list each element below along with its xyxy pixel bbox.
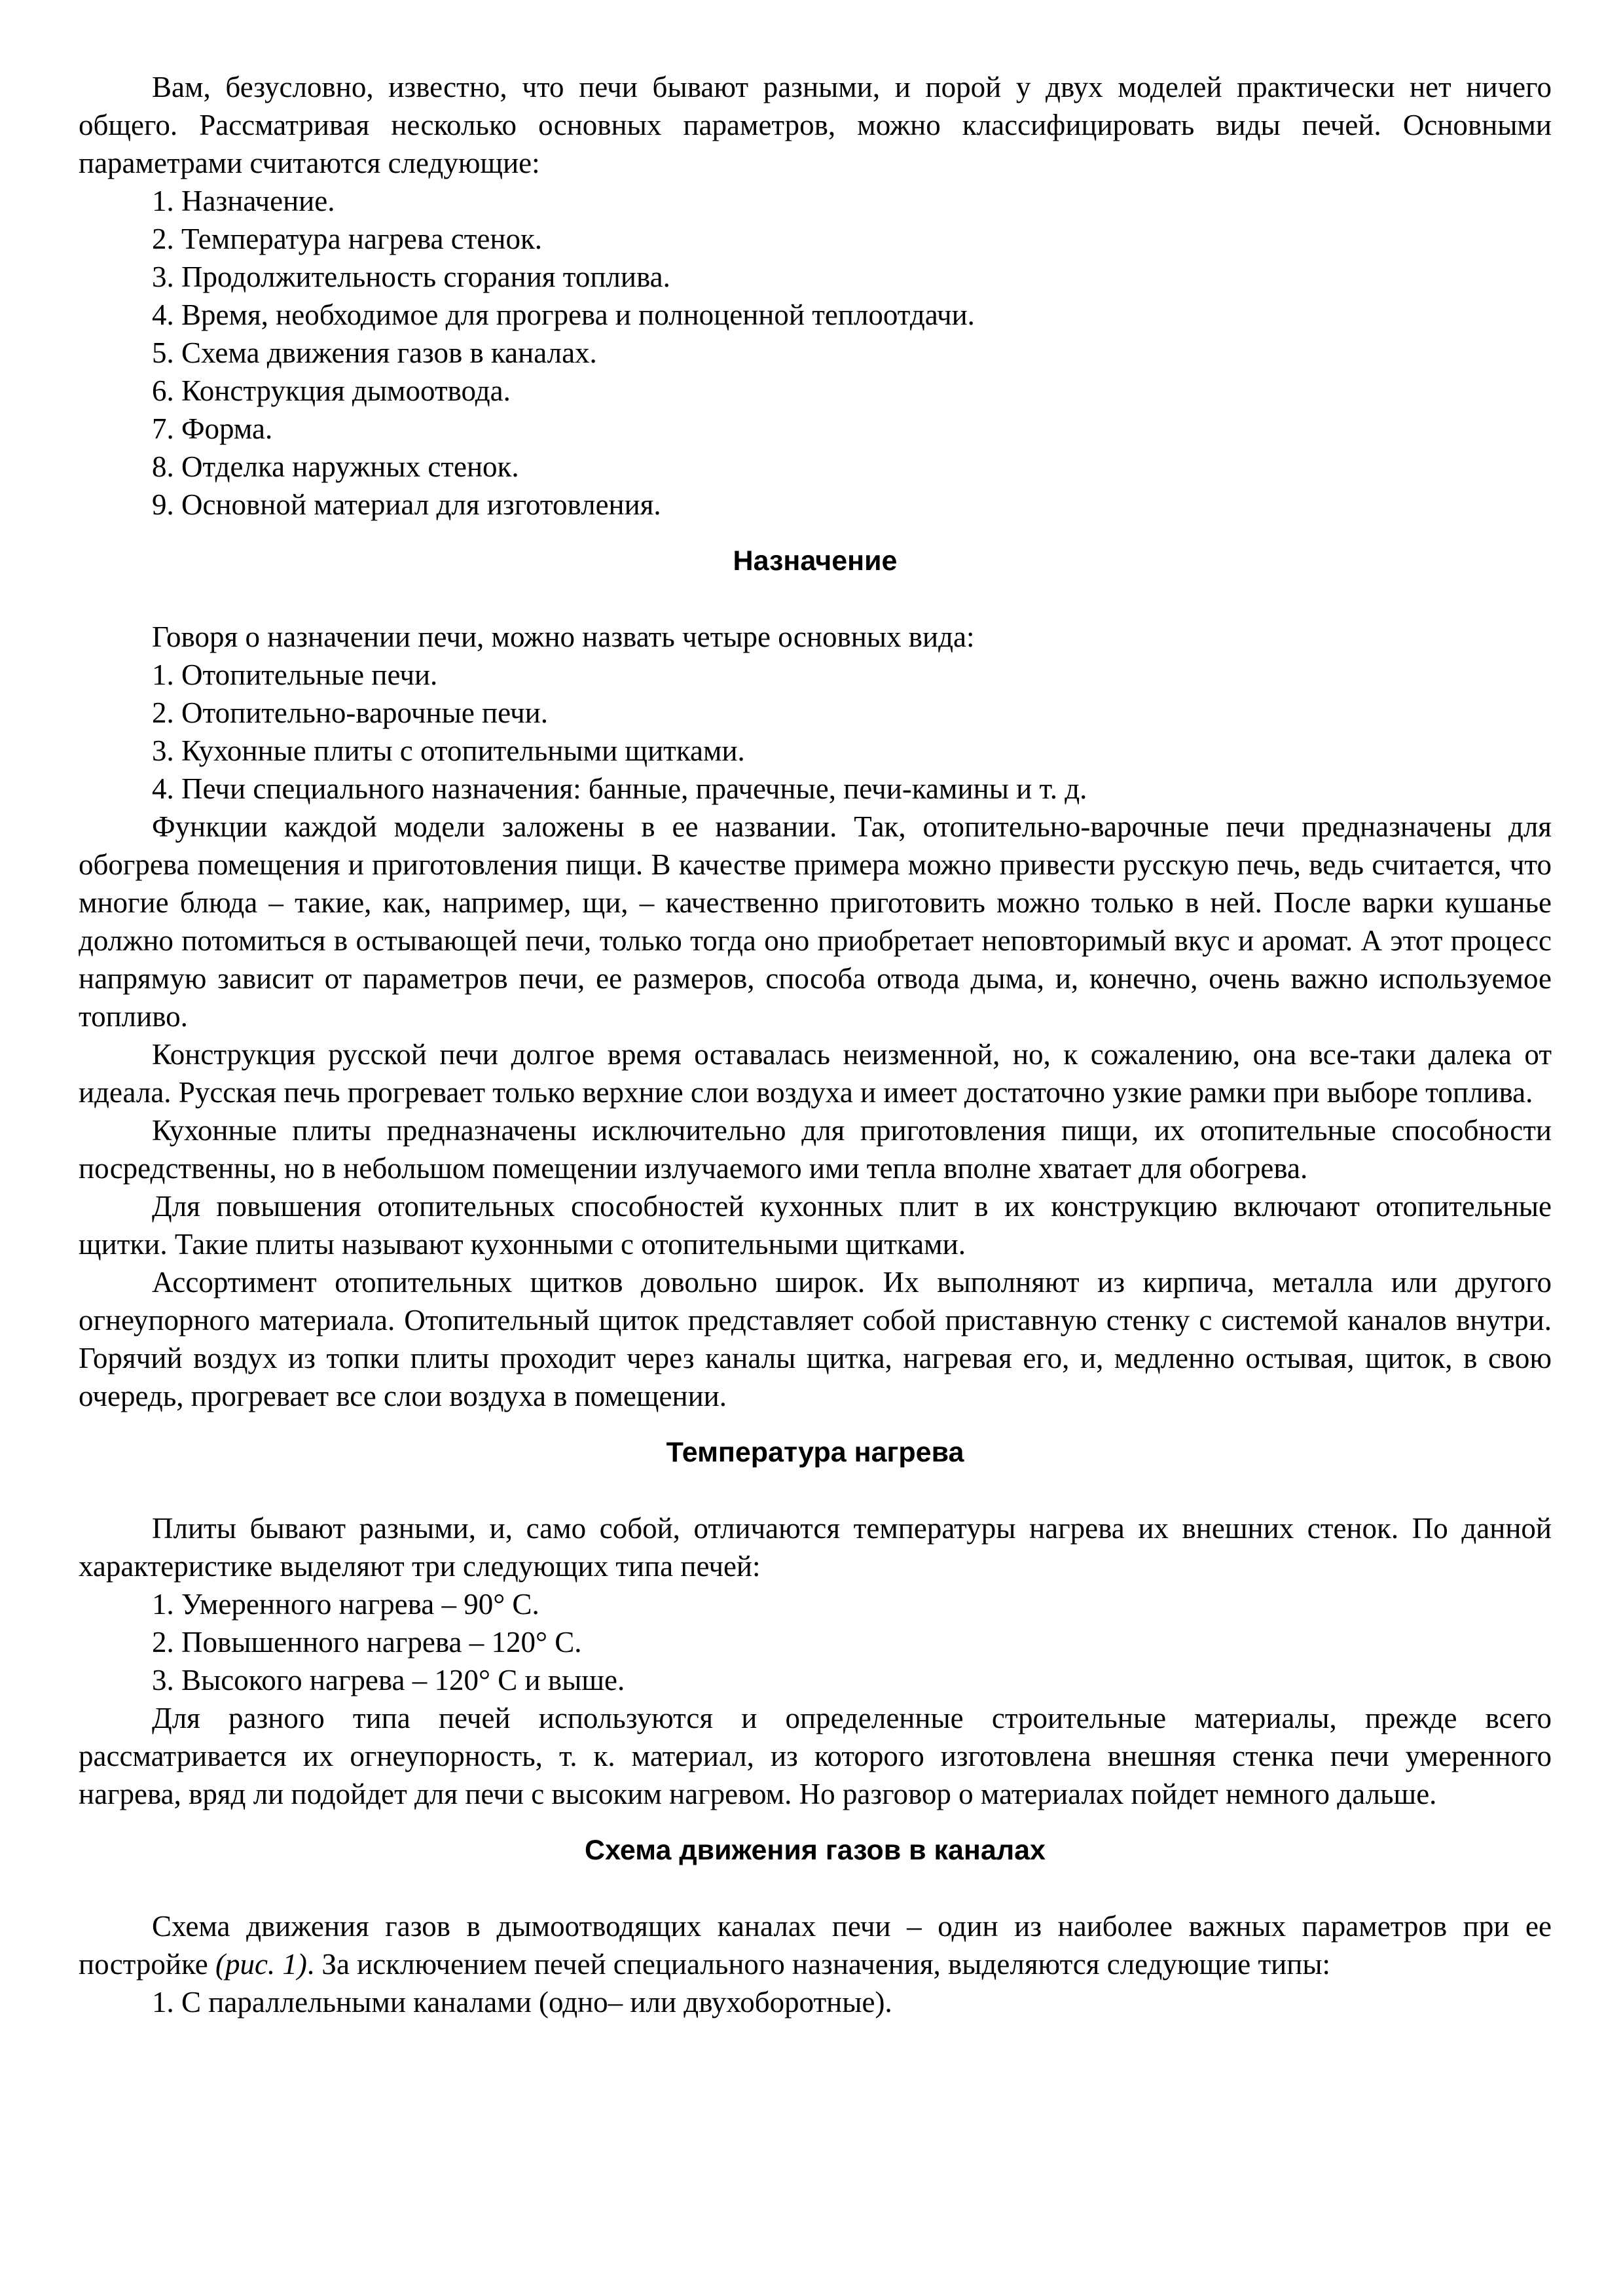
section3-list-item: 1. С параллельными каналами (одно– или двухоборотные). <box>152 1986 892 2018</box>
figure-reference: (рис. 1) <box>215 1948 307 1981</box>
intro-paragraph: Вам, безусловно, известно, что печи бывают разными, и порой у двух моделей практически нет ничего общего. Рассматривая несколько основных параметров, можно классифицировать виды печей. Основными параметрами считаются следующие: <box>79 71 1552 179</box>
section1-paragraph: Конструкция русской печи долгое время оставалась неизменной, но, к сожалению, она все-таки далека от идеала. Русская печь прогревает только верхние слои воздуха и имеет достаточно узкие рамки при выборе топлива. <box>79 1038 1552 1109</box>
section2-list-item: 1. Умеренного нагрева – 90° С. <box>152 1588 539 1621</box>
section3-lead-text-end: . За исключением печей специального назначения, выделяются следующие типы: <box>306 1948 1331 1981</box>
intro-list-item: 8. Отделка наружных стенок. <box>152 450 519 483</box>
section-heading-gas-flow: Схема движения газов в каналах <box>585 1835 1046 1866</box>
section1-list-item: 1. Отопительные печи. <box>152 658 438 691</box>
section1-paragraph: Кухонные плиты предназначены исключительно для приготовления пищи, их отопительные способности посредственны, но в небольшом помещении излучаемого ими тепла вполне хватает для обогрева. <box>79 1114 1552 1185</box>
section1-paragraph: Для повышения отопительных способностей кухонных плит в их конструкцию включают отопительные щитки. Такие плиты называют кухонными с отопительными щитками. <box>79 1190 1552 1261</box>
intro-list-item: 4. Время, необходимое для прогрева и полноценной теплоотдачи. <box>152 298 975 331</box>
intro-list-item: 6. Конструкция дымоотвода. <box>152 374 511 407</box>
section2-list-item: 2. Повышенного нагрева – 120° С. <box>152 1626 582 1659</box>
section3-lead <box>79 1907 1552 1983</box>
section1-paragraph: Ассортимент отопительных щитков довольно широк. Их выполняют из кирпича, металла или другого огнеупорного материала. Отопительный щиток представляет собой приставную стенку с системой каналов внутри. Горячий воздух из топки плиты проходит через каналы щитка, нагревая его, и, медленно остывая, щиток, в свою очередь, прогревает все слои воздуха в помещении. <box>79 1266 1552 1412</box>
intro-list-item: 3. Продолжительность сгорания топлива. <box>152 260 670 293</box>
section-heading-temperature: Температура нагрева <box>666 1437 964 1468</box>
section1-list-item: 4. Печи специального назначения: банные, прачечные, печи-камины и т. д. <box>152 772 1087 805</box>
intro-list-item: 5. Схема движения газов в каналах. <box>152 336 597 369</box>
intro-list-item: 2. Температура нагрева стенок. <box>152 223 543 255</box>
document-page <box>79 68 1552 2021</box>
section1-list-item: 3. Кухонные плиты с отопительными щитками. <box>152 734 745 767</box>
section-heading-purpose: Назначение <box>733 545 898 577</box>
section3-lead-text: Схема движения газов в дымоотводящих каналах печи – один из наиболее важных параметров при ее постройке <box>79 1910 1552 1981</box>
intro-list-item: 9. Основной материал для изготовления. <box>152 488 661 521</box>
section2-lead: Плиты бывают разными, и, само собой, отличаются температуры нагрева их внешних стенок. По данной характеристике выделяют три следующих типа печей: <box>79 1512 1552 1583</box>
section2-list-item: 3. Высокого нагрева – 120° С и выше. <box>152 1664 625 1696</box>
section1-paragraph: Функции каждой модели заложены в ее названии. Так, отопительно-варочные печи предназначены для обогрева помещения и приготовления пищи. В качестве примера можно привести русскую печь, ведь считается, что многие блюда – такие, как, например, щи, – качественно приготовить можно только в ней. После варки кушанье должно потомиться в остывающей печи, только тогда оно приобретает неповторимый вкус и аромат. А этот процесс напрямую зависит от параметров печи, ее размеров, способа отвода дыма, и, конечно, очень важно используемое топливо. <box>79 810 1552 1033</box>
intro-list-item: 1. Назначение. <box>152 185 335 217</box>
intro-list-item: 7. Форма. <box>152 412 273 445</box>
section1-lead: Говоря о назначении печи, можно назвать четыре основных вида: <box>152 620 975 653</box>
section1-list-item: 2. Отопительно-варочные печи. <box>152 696 548 729</box>
section2-paragraph: Для разного типа печей используются и определенные строительные материалы, прежде всего рассматривается их огнеупорность, т. к. материал, из которого изготовлена внешняя стенка печи умеренного нагрева, вряд ли подойдет для печи с высоким нагревом. Но разговор о материалах пойдет немного дальше. <box>79 1702 1552 1810</box>
